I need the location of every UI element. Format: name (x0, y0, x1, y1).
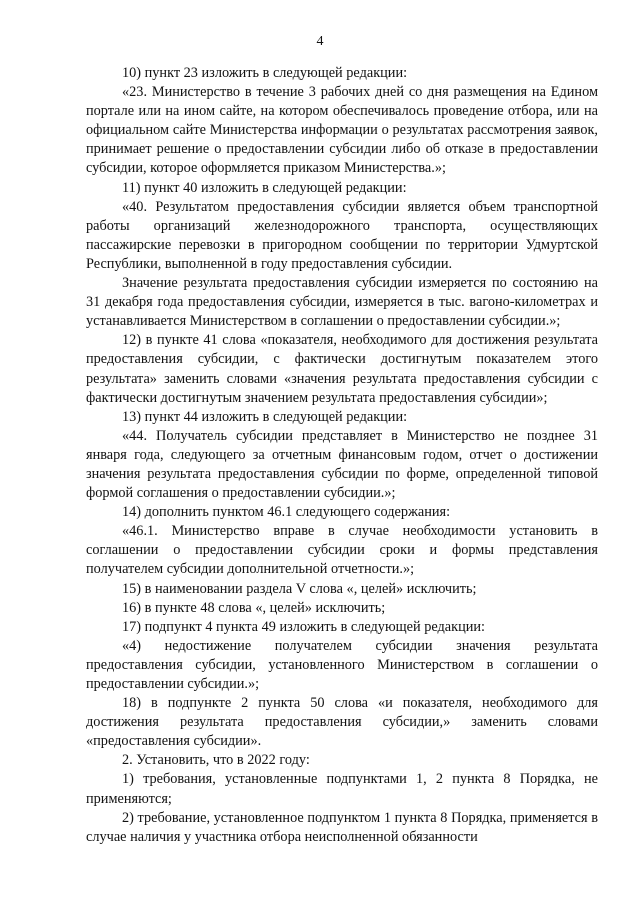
paragraph: 12) в пункте 41 слова «показателя, необходимого для достижения результата предоставления субсидии, с фактически достигнутым показателем этого результата» заменить словами «значения результата предоставления субсидии с фактически достигнутым значением результата предоставления субсидии»; (86, 332, 598, 406)
paragraph: «44. Получатель субсидии представляет в Министерство не позднее 31 января года, следующего за отчетным финансовым годом, отчет о достижении значения результата предоставления субсидии по форме, определенной типовой формой соглашения о предоставлении субсидии.»; (86, 427, 598, 502)
page-number: 4 (316, 34, 324, 49)
paragraph: 10) пункт 23 изложить в следующей редакции: (122, 65, 408, 81)
paragraph: 17) подпункт 4 пункта 49 изложить в следующей редакции: (122, 618, 486, 635)
paragraph: «40. Результатом предоставления субсидии является объем транспортной работы организаций железнодорожного транспорта, осуществляющих пассажирские перевозки в пригородном сообщении по территории Удмуртской Республики, выполненной в году предоставления субсидии. (86, 198, 598, 272)
document-body (86, 64, 598, 847)
paragraph: 18) в подпункте 2 пункта 50 слова «и показателя, необходимого для достижения результата предоставления субсидии,» заменить словами «предоставления субсидии». (86, 695, 598, 750)
paragraph: «4) недостижение получателем субсидии значения результата предоставления субсидии, установленного Министерством в соглашении о предоставлении субсидии.»; (86, 637, 598, 692)
paragraph: 13) пункт 44 изложить в следующей редакции: (122, 408, 408, 425)
paragraph: Значение результата предоставления субсидии измеряется по состоянию на 31 декабря года предоставления субсидии, измеряется в тыс. вагоно-километрах и устанавливается Министерством в соглашении о предоставлении субсидии.»; (86, 275, 598, 330)
paragraph: 2. Установить, что в 2022 году: (122, 752, 310, 769)
paragraph: 15) в наименовании раздела V слова «, целей» исключить; (122, 580, 477, 597)
paragraph: 1) требования, установленные подпунктами 1, 2 пункта 8 Порядка, не применяются; (86, 771, 598, 807)
paragraph: «46.1. Министерство вправе в случае необходимости установить в соглашении о предоставлении субсидии сроки и формы представления получателем субсидии дополнительной отчетности.»; (86, 523, 598, 578)
paragraph: 2) требование, установленное подпунктом 1 пункта 8 Порядка, применяется в случае наличия у участника отбора неисполненной обязанности (86, 809, 598, 845)
paragraph: 16) в пункте 48 слова «, целей» исключить; (122, 599, 386, 616)
paragraph: «23. Министерство в течение 3 рабочих дней со дня размещения на Едином портале или на ином сайте, на котором обеспечивалось проведение отбора, или на официальном сайте Министерства информации о результатах рассмотрения заявок, принимает решение о предоставлении субсидии либо об отказе в предоставлении субсидии, которое оформляется приказом Министерства.»; (86, 84, 598, 177)
paragraph: 14) дополнить пунктом 46.1 следующего содержания: (122, 504, 451, 521)
paragraph: 11) пункт 40 изложить в следующей редакции: (122, 179, 407, 196)
